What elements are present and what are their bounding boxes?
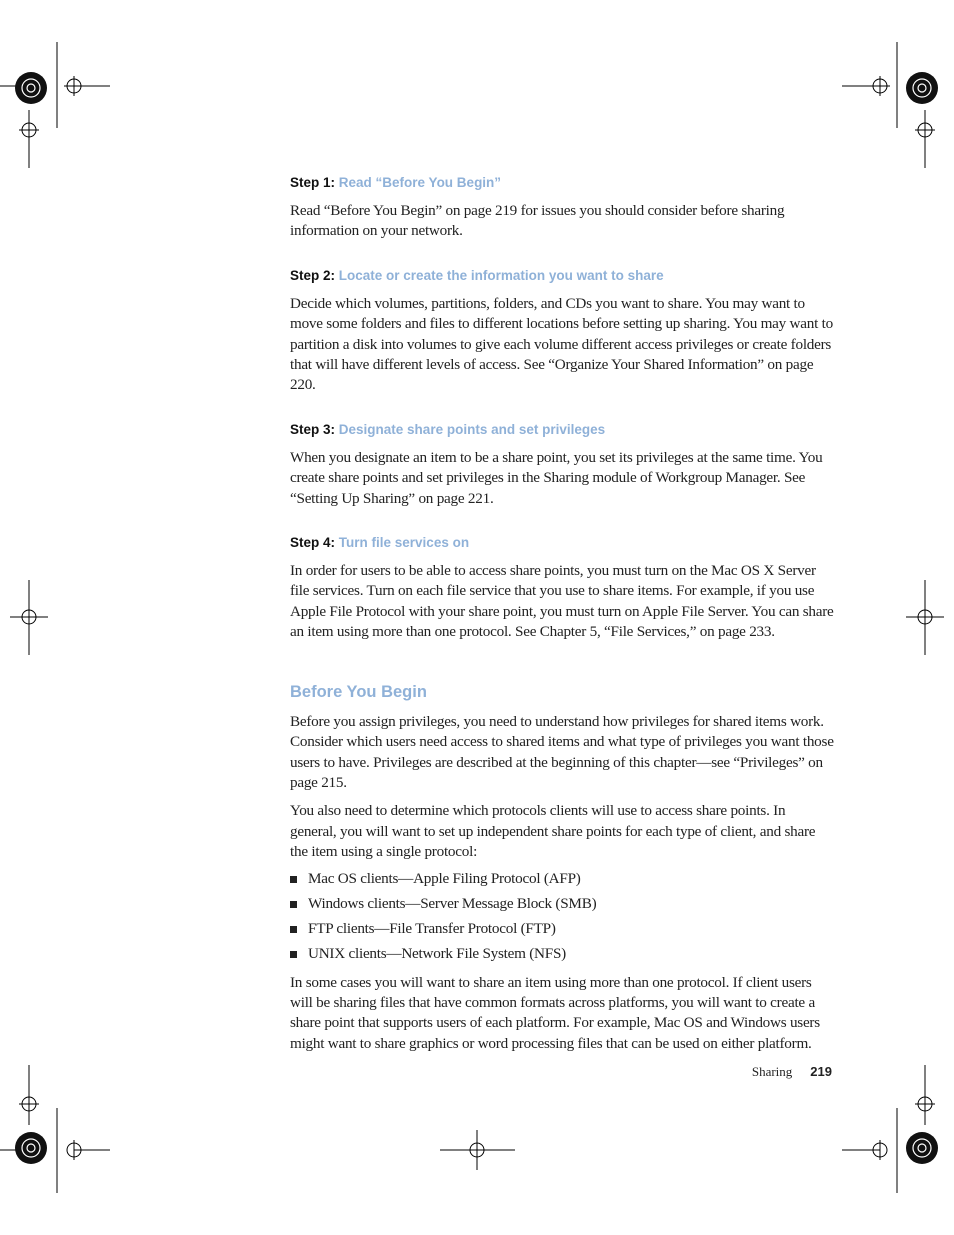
step-4-body: In order for users to be able to access share points, you must turn on the Mac OS X Server file services. Turn on each file service that you use to share items. For example, if you use Apple File Protocol with your share point, you must turn on Apple File Server. You can share an item using more than one protocol. See Chapter 5, “File Services,” on page 233. [290, 562, 834, 641]
bullet-square-icon [290, 901, 297, 908]
step-3-body: When you designate an item to be a share point, you set its privileges at the same time. You create share points and set privileges in the Sharing module of Workgroup Manager. See “Setting Up Sharing” on page 221. [290, 448, 823, 507]
list-item: Windows clients—Server Message Block (SMB) [290, 894, 835, 919]
section-para-3: In some cases you will want to share an item using more than one protocol. If client users will be sharing files that have common formats across platforms, you will want to create a share point that supports users of each platform. For example, Mac OS and Windows users might want to share graphics or word processing files that can be used on either platform. [290, 973, 820, 1052]
list-item: FTP clients—File Transfer Protocol (FTP) [290, 919, 835, 944]
section-para-2: You also need to determine which protocols clients will use to access share points. In general, you will want to set up independent share points for each type of client, and share the item using a single protocol: [290, 802, 816, 861]
list-item: UNIX clients—Network File System (NFS) [290, 944, 835, 969]
list-item: Mac OS clients—Apple Filing Protocol (AFP) [290, 869, 835, 894]
bullet-square-icon [290, 951, 297, 958]
step-3-title[interactable]: Designate share points and set privileges [338, 421, 606, 437]
page-content [290, 170, 835, 1054]
step-2-heading [290, 268, 835, 283]
section-title: Before You Begin [290, 682, 427, 701]
step-1-title[interactable]: Read “Before You Begin” [338, 175, 502, 190]
step-2-title[interactable]: Locate or create the information you want to share [338, 267, 664, 283]
step-4-heading [290, 535, 835, 550]
step-4-title[interactable]: Turn file services on [338, 535, 470, 551]
page-footer [752, 1064, 832, 1080]
step-3-heading [290, 422, 835, 437]
page-number: 219 [810, 1064, 832, 1079]
step-1-body: Read “Before You Begin” on page 219 for issues you should consider before sharing information on your network. [290, 202, 785, 240]
bullet-square-icon [290, 926, 297, 933]
step-2-body: Decide which volumes, partitions, folders, and CDs you want to share. You may want to move some folders and files to different locations before setting up sharing. You may want to partition a disk into volumes to give each volume different access privileges or create folders that will have different levels of access. See “Organize Your Shared Information” on page 220. [290, 294, 833, 394]
step-2-label: Step 2: [290, 267, 336, 283]
section-para-1: Before you assign privileges, you need to understand how privileges for shared items work. Consider which users need access to shared items and what type of privileges you want those users to have. Privileges are described at the beginning of this chapter—see “Privileges” on page 215. [290, 712, 834, 791]
footer-chapter: Sharing [751, 1064, 793, 1079]
step-4-label: Step 4: [290, 535, 336, 551]
step-1-heading [290, 175, 835, 190]
step-1-label: Step 1: [290, 175, 336, 190]
step-3-label: Step 3: [290, 421, 336, 437]
protocol-list [290, 869, 835, 969]
bullet-square-icon [290, 876, 297, 883]
